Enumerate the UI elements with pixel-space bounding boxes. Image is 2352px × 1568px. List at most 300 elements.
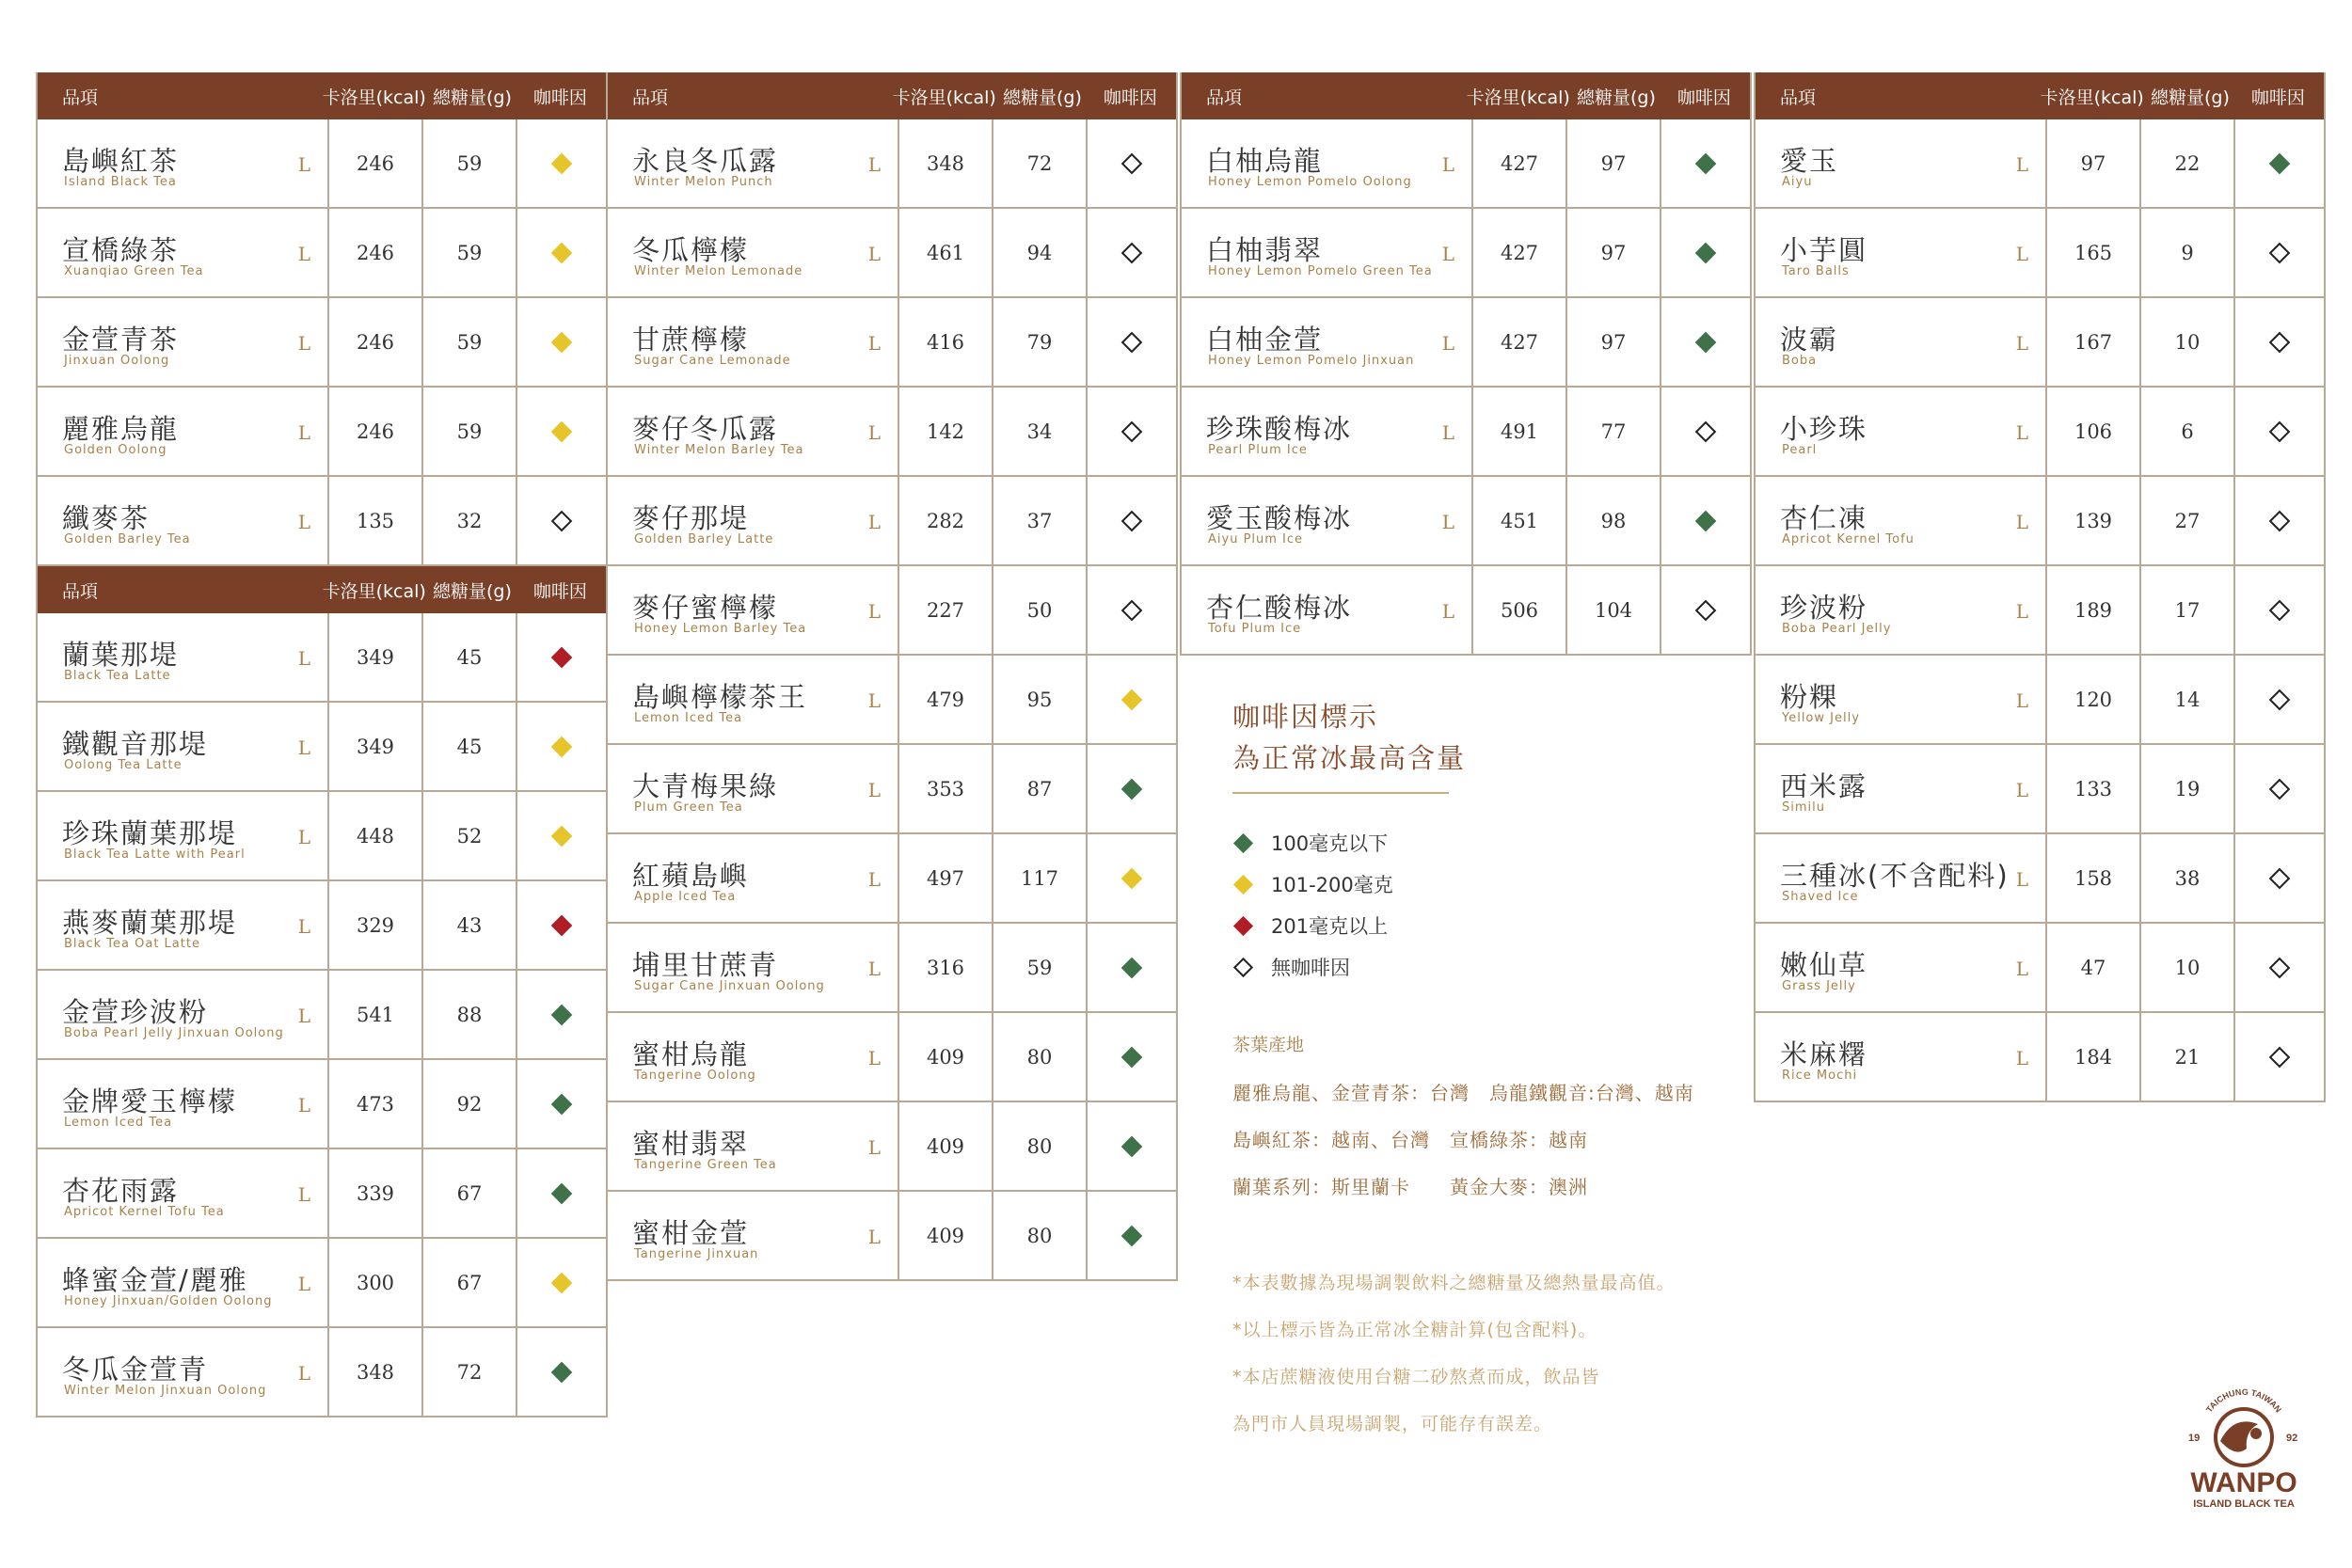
kcal-cell: 133	[2047, 745, 2141, 832]
item-cell	[1182, 566, 1473, 654]
table-row	[1182, 388, 1750, 477]
item-name-en: Aiyu	[1782, 175, 1813, 189]
wanpo-logo	[2154, 1383, 2333, 1524]
caffeine-cell	[1661, 209, 1750, 296]
hollow-diamond-icon	[551, 510, 573, 531]
sugar-cell: 92	[423, 1060, 517, 1148]
size-label: L	[1441, 332, 1454, 355]
kcal-cell: 106	[2047, 388, 2141, 475]
item-name-zh: 麥仔冬瓜露	[632, 413, 779, 445]
kcal-cell: 349	[329, 703, 423, 790]
yellow-diamond-icon	[1121, 689, 1143, 710]
item-name-zh: 波霸	[1780, 324, 1839, 356]
kcal-cell: 246	[329, 388, 423, 475]
kcal-cell: 491	[1473, 388, 1567, 475]
caffeine-legend	[1232, 696, 1759, 1448]
item-name-zh: 麗雅烏龍	[62, 413, 180, 445]
header-item: 品項	[1780, 87, 1817, 108]
sugar-cell: 67	[423, 1149, 517, 1237]
item-name-en: Boba Pearl Jelly Jinxuan Oolong	[64, 1026, 284, 1040]
item-name-en: Aiyu Plum Ice	[1208, 532, 1304, 546]
origin-line: 蘭葉系列：斯里蘭卡 黃金大麥：澳洲	[1232, 1176, 1588, 1198]
item-name-en: Grass Jelly	[1782, 979, 1856, 993]
size-label: L	[2015, 958, 2028, 980]
kcal-cell: 497	[899, 834, 993, 922]
table-row	[608, 1013, 1176, 1102]
logo-dot	[2250, 1428, 2262, 1439]
header-sugar: 總糖量(g)	[2151, 87, 2230, 108]
item-name-en: Boba Pearl Jelly	[1782, 622, 1892, 636]
header-caffeine: 咖啡因	[1677, 87, 1731, 108]
kcal-cell: 409	[899, 1192, 993, 1279]
size-label: L	[1441, 153, 1454, 176]
table-row	[608, 1192, 1176, 1281]
table-row	[1756, 745, 2324, 834]
item-name-en: Tangerine Jinxuan	[634, 1247, 759, 1261]
caffeine-cell	[1661, 477, 1750, 564]
table-row	[1756, 834, 2324, 924]
caffeine-cell	[1088, 1192, 1176, 1279]
kcal-cell: 184	[2047, 1013, 2141, 1101]
green-diamond-icon	[551, 1004, 573, 1025]
size-label: L	[867, 779, 881, 801]
kcal-cell: 165	[2047, 209, 2141, 296]
item-cell	[38, 613, 329, 701]
sugar-cell: 72	[423, 1328, 517, 1416]
table-row	[1756, 924, 2324, 1013]
yellow-diamond-icon	[551, 825, 573, 847]
green-diamond-icon	[1121, 1046, 1143, 1068]
sugar-cell: 21	[2141, 1013, 2235, 1101]
sugar-cell: 19	[2141, 745, 2235, 832]
size-label: L	[297, 826, 310, 848]
kcal-cell: 427	[1473, 298, 1567, 386]
item-cell	[38, 209, 329, 296]
table-row	[38, 388, 606, 477]
caffeine-cell	[517, 703, 606, 790]
table-row	[1756, 656, 2324, 745]
kcal-cell: 451	[1473, 477, 1567, 564]
hollow-diamond-icon	[1121, 420, 1143, 442]
yellow-diamond-icon	[1233, 874, 1253, 894]
item-name-zh: 珍珠蘭葉那堤	[62, 817, 238, 849]
item-name-zh: 麥仔蜜檸檬	[632, 592, 779, 624]
size-label: L	[2015, 332, 2028, 355]
item-name-zh: 愛玉酸梅冰	[1206, 502, 1353, 534]
hollow-diamond-icon	[2269, 957, 2291, 978]
item-cell	[608, 566, 899, 654]
hollow-diamond-icon	[2269, 689, 2291, 710]
size-label: L	[2015, 600, 2028, 623]
item-cell	[1756, 477, 2047, 564]
table-header	[1756, 72, 2324, 119]
caffeine-cell	[1088, 298, 1176, 386]
table-row	[1182, 477, 1750, 566]
green-diamond-icon	[2269, 152, 2291, 174]
yellow-diamond-icon	[551, 242, 573, 263]
item-name-en: Honey Lemon Pomelo Green Tea	[1208, 264, 1433, 278]
item-name-en: Island Black Tea	[64, 175, 177, 189]
item-name-en: Honey Lemon Barley Tea	[634, 622, 807, 636]
table-header	[38, 72, 606, 119]
logo-sub: ISLAND BLACK TEA	[2193, 1498, 2295, 1510]
kcal-cell: 506	[1473, 566, 1567, 654]
item-name-en: Winter Melon Barley Tea	[634, 443, 804, 457]
hollow-diamond-icon	[2269, 867, 2291, 889]
hollow-diamond-icon	[1121, 331, 1143, 353]
kcal-cell: 329	[329, 881, 423, 969]
table-row	[38, 1060, 606, 1149]
kcal-cell: 416	[899, 298, 993, 386]
legend-title-line2: 為正常冰最高含量	[1232, 742, 1467, 774]
sugar-cell: 32	[423, 477, 517, 564]
size-label: L	[867, 1047, 881, 1069]
header-kcal: 卡洛里(kcal)	[322, 87, 426, 108]
item-name-zh: 宣橋綠茶	[62, 234, 180, 266]
size-label: L	[297, 915, 310, 938]
item-cell	[608, 745, 899, 832]
size-label: L	[2015, 153, 2028, 176]
kcal-cell: 473	[329, 1060, 423, 1148]
sugar-cell: 27	[2141, 477, 2235, 564]
sugar-cell: 50	[993, 566, 1088, 654]
item-cell	[1182, 388, 1473, 475]
kcal-cell: 158	[2047, 834, 2141, 922]
item-cell	[38, 1328, 329, 1416]
table-row	[608, 298, 1176, 388]
green-diamond-icon	[551, 1361, 573, 1383]
sugar-cell: 80	[993, 1192, 1088, 1279]
sugar-cell: 88	[423, 971, 517, 1058]
sugar-cell: 34	[993, 388, 1088, 475]
caffeine-cell	[2235, 209, 2324, 296]
hollow-diamond-icon	[1233, 957, 1253, 976]
footnote: *本表數據為現場調製飲料之總糖量及總熱量最高值。	[1232, 1273, 1676, 1293]
sugar-cell: 14	[2141, 656, 2235, 743]
item-cell	[608, 388, 899, 475]
kcal-cell: 227	[899, 566, 993, 654]
footnote: 為門市人員現場調製，可能存有誤差。	[1232, 1414, 1553, 1434]
kcal-cell: 348	[329, 1328, 423, 1416]
size-label: L	[297, 332, 310, 355]
table-header	[608, 72, 1176, 119]
hollow-diamond-icon	[2269, 599, 2291, 621]
item-cell	[608, 119, 899, 207]
item-name-en: Yellow Jelly	[1782, 711, 1860, 725]
size-label: L	[867, 1136, 881, 1159]
footnotes	[1232, 1259, 1759, 1448]
table-row	[608, 656, 1176, 745]
table-row	[608, 477, 1176, 566]
caffeine-cell	[517, 1328, 606, 1416]
item-name-zh: 愛玉	[1780, 145, 1839, 177]
kcal-cell: 348	[899, 119, 993, 207]
green-diamond-icon	[551, 1182, 573, 1204]
kcal-cell: 479	[899, 656, 993, 743]
table-row	[1756, 477, 2324, 566]
green-diamond-icon	[1695, 510, 1717, 531]
item-cell	[1182, 209, 1473, 296]
kcal-cell: 427	[1473, 209, 1567, 296]
caffeine-cell	[517, 613, 606, 701]
item-name-zh: 大青梅果綠	[632, 770, 779, 802]
header-caffeine: 咖啡因	[2250, 87, 2305, 108]
sugar-cell: 37	[993, 477, 1088, 564]
hollow-diamond-icon	[2269, 420, 2291, 442]
caffeine-cell	[517, 1060, 606, 1148]
kcal-cell: 47	[2047, 924, 2141, 1011]
sugar-cell: 80	[993, 1013, 1088, 1101]
item-name-en: Golden Oolong	[64, 443, 167, 457]
yellow-diamond-icon	[551, 420, 573, 442]
caffeine-cell	[517, 1149, 606, 1237]
green-diamond-icon	[1121, 957, 1143, 978]
sugar-cell: 59	[423, 119, 517, 207]
item-cell	[1756, 834, 2047, 922]
size-label: L	[867, 689, 881, 712]
kcal-cell: 246	[329, 119, 423, 207]
sugar-cell: 117	[993, 834, 1088, 922]
table-row	[1182, 209, 1750, 298]
caffeine-cell	[1088, 745, 1176, 832]
item-name-en: Apricot Kernel Tofu Tea	[64, 1205, 225, 1219]
caffeine-cell	[1088, 209, 1176, 296]
item-cell	[38, 792, 329, 879]
sugar-cell: 10	[2141, 924, 2235, 1011]
red-diamond-icon	[551, 914, 573, 936]
item-name-zh: 島嶼檸檬茶王	[632, 681, 808, 713]
header-kcal: 卡洛里(kcal)	[892, 87, 996, 108]
footnote: *本店蔗糖液使用台糖二砂熬煮而成，飲品皆	[1232, 1367, 1600, 1387]
sugar-cell: 97	[1567, 298, 1661, 386]
kcal-cell: 316	[899, 924, 993, 1011]
kcal-cell: 97	[2047, 119, 2141, 207]
sugar-cell: 59	[423, 388, 517, 475]
origin-title: 茶葉產地	[1232, 1035, 1305, 1055]
item-cell	[38, 298, 329, 386]
caffeine-cell	[1088, 388, 1176, 475]
kcal-cell: 120	[2047, 656, 2141, 743]
table-header	[1182, 72, 1750, 119]
item-name-zh: 永良冬瓜露	[632, 145, 779, 177]
item-name-zh: 粉粿	[1780, 681, 1839, 713]
sugar-cell: 80	[993, 1102, 1088, 1190]
sugar-cell: 45	[423, 613, 517, 701]
sugar-cell: 67	[423, 1239, 517, 1326]
kcal-cell: 189	[2047, 566, 2141, 654]
item-name-en: Black Tea Latte with Pearl	[64, 847, 246, 862]
caffeine-cell	[1088, 1013, 1176, 1101]
red-diamond-icon	[1233, 915, 1253, 935]
header-kcal: 卡洛里(kcal)	[1466, 87, 1570, 108]
caffeine-cell	[2235, 1013, 2324, 1101]
table-row	[1756, 388, 2324, 477]
header-caffeine: 咖啡因	[1103, 87, 1157, 108]
item-cell	[1182, 298, 1473, 386]
legend-label: 201毫克以上	[1271, 915, 1389, 938]
caffeine-cell	[1088, 566, 1176, 654]
caffeine-cell	[2235, 924, 2324, 1011]
table-row	[1182, 298, 1750, 388]
size-label: L	[297, 421, 310, 444]
caffeine-cell	[2235, 477, 2324, 564]
caffeine-cell	[517, 792, 606, 879]
kcal-cell: 448	[329, 792, 423, 879]
item-name-zh: 嫩仙草	[1780, 949, 1868, 981]
table-row	[1182, 566, 1750, 656]
table-row	[608, 119, 1176, 209]
table-row	[608, 834, 1176, 924]
kcal-cell: 139	[2047, 477, 2141, 564]
hollow-diamond-icon	[1121, 152, 1143, 174]
red-diamond-icon	[551, 646, 573, 668]
kcal-cell: 167	[2047, 298, 2141, 386]
size-label: L	[867, 868, 881, 891]
hollow-diamond-icon	[1121, 510, 1143, 531]
item-name-en: Lemon Iced Tea	[64, 1116, 173, 1130]
size-label: L	[297, 1094, 310, 1117]
table-row	[38, 477, 606, 566]
item-name-en: Black Tea Oat Latte	[64, 937, 200, 951]
sugar-cell: 38	[2141, 834, 2235, 922]
item-cell	[1756, 1013, 2047, 1101]
green-diamond-icon	[1695, 242, 1717, 263]
caffeine-cell	[2235, 388, 2324, 475]
table-row	[38, 119, 606, 209]
table-row	[1756, 298, 2324, 388]
size-label: L	[297, 511, 310, 533]
item-name-en: Winter Melon Punch	[634, 175, 773, 189]
item-name-zh: 蜜柑金萱	[632, 1217, 750, 1249]
caffeine-cell	[1661, 566, 1750, 654]
item-name-en: Xuanqiao Green Tea	[64, 264, 204, 278]
sugar-cell: 59	[423, 298, 517, 386]
legend-divider	[1232, 792, 1449, 794]
hollow-diamond-icon	[2269, 510, 2291, 531]
item-name-en: Sugar Cane Jinxuan Oolong	[634, 979, 825, 993]
size-label: L	[2015, 243, 2028, 265]
header-item: 品項	[632, 87, 669, 108]
header-item: 品項	[62, 87, 99, 108]
caffeine-cell	[1088, 834, 1176, 922]
sugar-cell: 59	[423, 209, 517, 296]
size-label: L	[297, 1273, 310, 1295]
sugar-cell: 45	[423, 703, 517, 790]
legend-item-green	[1232, 822, 1759, 863]
item-name-zh: 島嶼紅茶	[62, 145, 180, 177]
sugar-cell: 87	[993, 745, 1088, 832]
table-row	[1182, 119, 1750, 209]
sugar-cell: 95	[993, 656, 1088, 743]
caffeine-cell	[2235, 656, 2324, 743]
item-cell	[38, 1149, 329, 1237]
table-row	[608, 745, 1176, 834]
item-name-zh: 杏花雨露	[62, 1175, 180, 1207]
logo-arc-text: TAICHUNG TAIWAN	[2203, 1386, 2283, 1415]
size-label: L	[2015, 779, 2028, 801]
item-name-en: Pearl	[1782, 443, 1818, 457]
table-row	[38, 1239, 606, 1328]
caffeine-cell	[2235, 566, 2324, 654]
header-kcal: 卡洛里(kcal)	[2040, 87, 2144, 108]
item-cell	[38, 881, 329, 969]
size-label: L	[867, 511, 881, 533]
table-row	[38, 1149, 606, 1239]
size-label: L	[1441, 600, 1454, 623]
caffeine-cell	[517, 388, 606, 475]
item-name-en: Honey Jinxuan/Golden Oolong	[64, 1294, 273, 1308]
green-diamond-icon	[1121, 1135, 1143, 1157]
item-cell	[608, 298, 899, 386]
size-label: L	[867, 600, 881, 623]
origin-line: 島嶼紅茶：越南、台灣 宣橋綠茶：越南	[1232, 1129, 1588, 1151]
item-cell	[1756, 566, 2047, 654]
size-label: L	[297, 1183, 310, 1206]
menu-table-fruit	[606, 72, 1178, 1281]
item-cell	[1756, 209, 2047, 296]
sugar-cell: 79	[993, 298, 1088, 386]
item-cell	[1756, 656, 2047, 743]
table-row	[608, 924, 1176, 1013]
table-row	[608, 1102, 1176, 1192]
item-name-en: Honey Lemon Pomelo Oolong	[1208, 175, 1412, 189]
item-name-zh: 埔里甘蔗青	[632, 949, 779, 981]
header-caffeine: 咖啡因	[532, 580, 587, 602]
sugar-cell: 9	[2141, 209, 2235, 296]
sugar-cell: 17	[2141, 566, 2235, 654]
item-cell	[38, 119, 329, 207]
caffeine-cell	[517, 209, 606, 296]
item-cell	[38, 477, 329, 564]
size-label: L	[2015, 689, 2028, 712]
kcal-cell: 339	[329, 1149, 423, 1237]
table-header	[38, 566, 606, 613]
legend-title-line1: 咖啡因標示	[1232, 701, 1379, 733]
size-label: L	[2015, 421, 2028, 444]
sugar-cell: 10	[2141, 298, 2235, 386]
item-name-en: Plum Green Tea	[634, 800, 743, 815]
kcal-cell: 349	[329, 613, 423, 701]
menu-table-toppings	[1754, 72, 2326, 1102]
size-label: L	[867, 332, 881, 355]
item-name-zh: 纖麥茶	[62, 502, 151, 534]
table-row	[1756, 209, 2324, 298]
item-cell	[608, 1192, 899, 1279]
kcal-cell: 541	[329, 971, 423, 1058]
menu-table-tea	[36, 72, 608, 566]
caffeine-cell	[2235, 834, 2324, 922]
item-cell	[38, 703, 329, 790]
kcal-cell: 409	[899, 1102, 993, 1190]
legend-item-none	[1232, 946, 1759, 988]
caffeine-cell	[1661, 298, 1750, 386]
green-diamond-icon	[1121, 1225, 1143, 1246]
item-name-en: Golden Barley Latte	[634, 532, 774, 546]
legend-label: 101-200毫克	[1271, 874, 1393, 896]
caffeine-cell	[517, 119, 606, 207]
sugar-cell: 104	[1567, 566, 1661, 654]
hollow-diamond-icon	[1121, 599, 1143, 621]
sugar-cell: 77	[1567, 388, 1661, 475]
size-label: L	[867, 958, 881, 980]
item-cell	[1182, 119, 1473, 207]
size-label: L	[297, 647, 310, 670]
item-cell	[608, 1013, 899, 1101]
item-name-zh: 蜜柑翡翠	[632, 1128, 750, 1160]
table-row	[38, 298, 606, 388]
item-name-zh: 金萱青茶	[62, 324, 180, 356]
item-name-zh: 蜂蜜金萱/麗雅	[62, 1264, 248, 1296]
